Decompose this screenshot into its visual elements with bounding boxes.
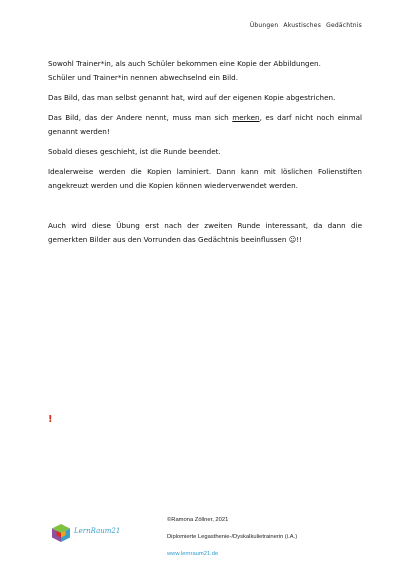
logo-text: LernRaum21 <box>74 527 121 535</box>
lernraum-logo <box>50 523 134 543</box>
paragraph-5: Sobald dieses geschieht, ist die Runde beendet. <box>48 147 221 156</box>
paragraph-3: Das Bild, das man selbst genannt hat, wird auf der eigenen Kopie abgestrichen. <box>48 93 336 102</box>
paragraph-4 <box>48 111 362 139</box>
header-title: Übungen Akustisches Gedächtnis <box>249 22 362 29</box>
paragraph-4-text-b: , es darf nicht noch einmal genannt werden! <box>48 113 362 136</box>
paragraph-6: Idealerweise werden die Kopien laminiert. Dann kann mit löslichen Folienstiften angekreuzt werden und die Kopien können wiederverwendet werden. <box>48 167 362 190</box>
paragraph-4-text-a: Das Bild, das der Andere nennt, muss man sich <box>48 113 233 122</box>
paragraph-2: Schüler und Trainer*in nennen abwechselnd ein Bild. <box>48 73 239 82</box>
document-body <box>48 57 362 253</box>
footer-copyright: ©Ramona Zöllner, 2021 <box>167 517 229 523</box>
paragraph-7: Auch wird diese Übung erst nach der zweiten Runde interessant, da dann die gemerkten Bilder aus den Vorrunden das Gedächtnis beeinflussen ☺!! <box>48 221 362 244</box>
footer-website-link[interactable]: www.lernraum21.de <box>167 551 219 557</box>
merken-word: merken <box>232 113 260 122</box>
footer <box>167 514 297 561</box>
red-exclamation-mark: ! <box>48 414 53 425</box>
paragraph-1: Sowohl Trainer*in, als auch Schüler bekommen eine Kopie der Abbildungen. <box>48 59 321 68</box>
cube-logo-icon <box>50 523 72 543</box>
footer-role: Diplomierte Legasthenie-/Dyskalkulietrainerin (i.A.) <box>167 534 298 540</box>
